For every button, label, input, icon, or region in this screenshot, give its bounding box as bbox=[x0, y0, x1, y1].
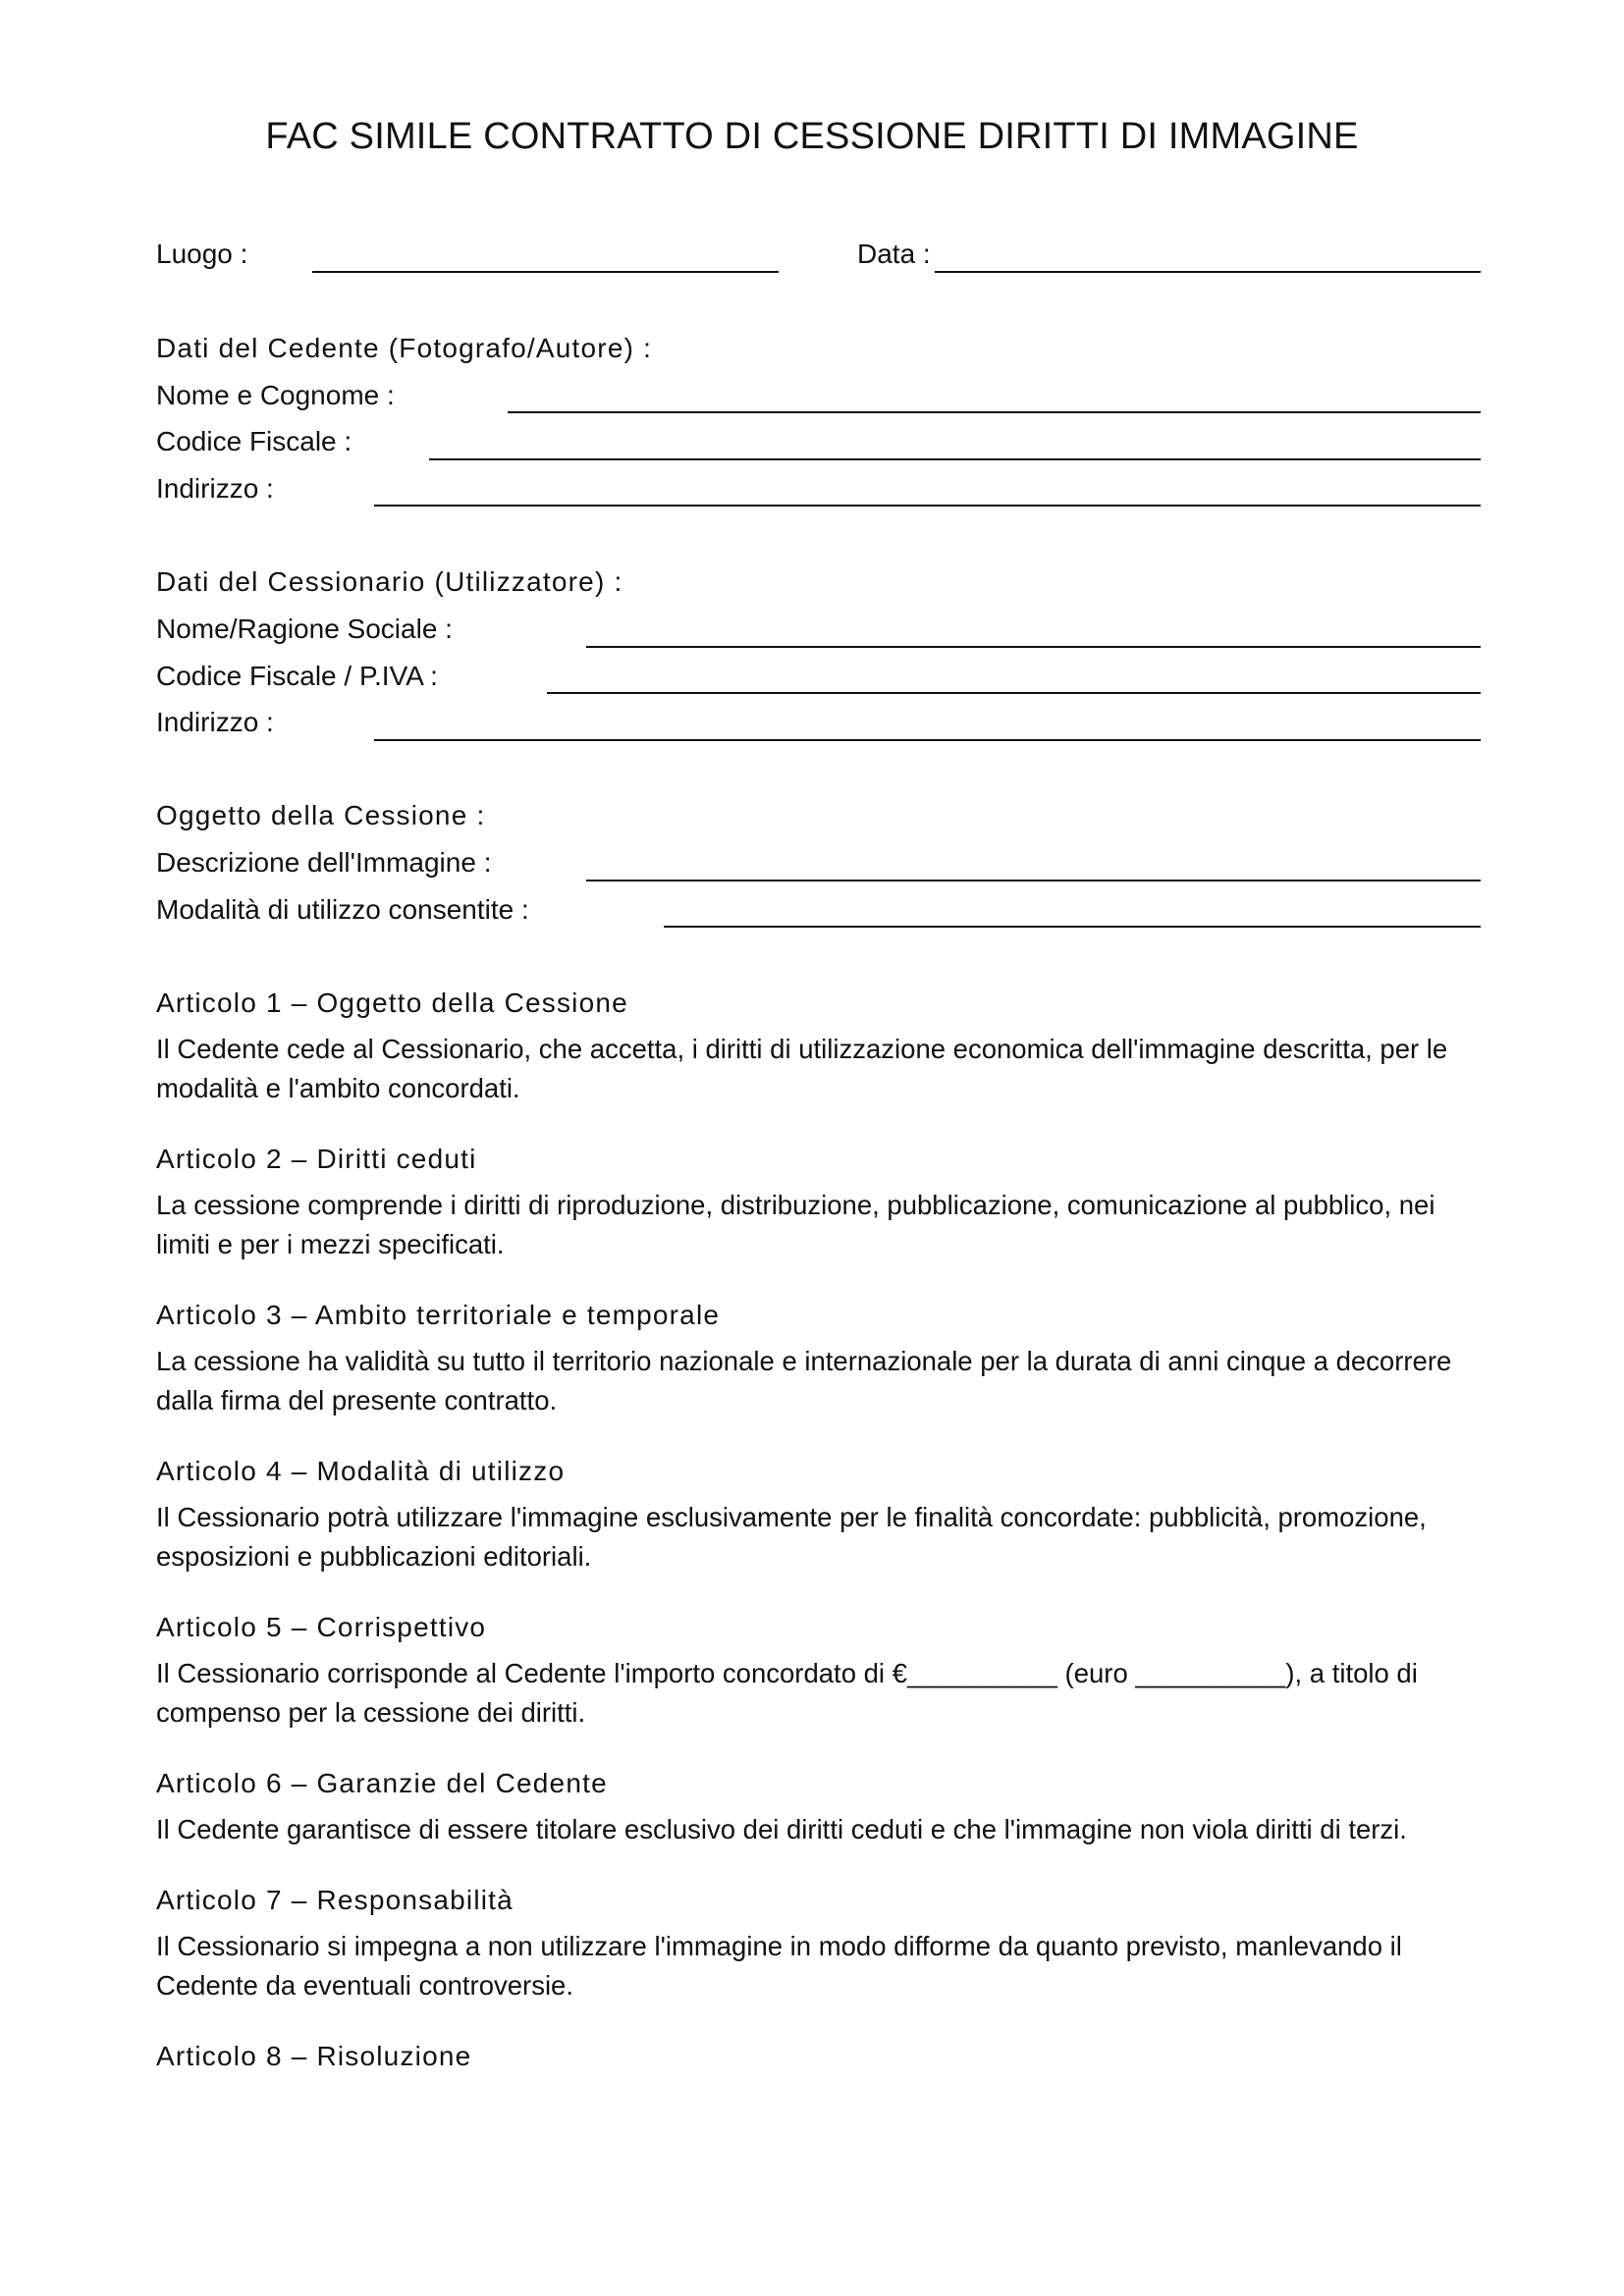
article-7-body bbox=[156, 1927, 1482, 2005]
article-4-body bbox=[156, 1498, 1482, 1576]
article-3-line-1: La cessione ha validità su tutto il territorio nazionale e internazionale per la durata di anni cinque a decorrere bbox=[156, 1346, 1452, 1376]
date-field[interactable] bbox=[935, 271, 1481, 273]
cedente-tax-code-field[interactable] bbox=[429, 458, 1481, 460]
place-field[interactable] bbox=[312, 271, 779, 273]
article-5-line-2: compenso per la cessione dei diritti. bbox=[156, 1697, 586, 1728]
document-title: FAC SIMILE CONTRATTO DI CESSIONE DIRITTI DI IMMAGINE bbox=[265, 116, 1359, 157]
article-4-line-2: esposizioni e pubblicazioni editoriali. bbox=[156, 1541, 592, 1572]
article-2-line-1: La cessione comprende i diritti di riproduzione, distribuzione, pubblicazione, comunicazione al pubblico, nei bbox=[156, 1190, 1435, 1220]
cessionario-address-field[interactable] bbox=[374, 739, 1481, 741]
article-2-body bbox=[156, 1186, 1482, 1264]
cedente-heading: Dati del Cedente (Fotografo/Autore) : bbox=[156, 333, 653, 363]
article-1-line-1: Il Cedente cede al Cessionario, che accetta, i diritti di utilizzazione economica dell'immagine descritta, per le bbox=[156, 1034, 1448, 1064]
oggetto-heading: Oggetto della Cessione : bbox=[156, 800, 486, 830]
article-3-body bbox=[156, 1342, 1482, 1420]
image-description-field[interactable] bbox=[586, 880, 1481, 881]
cessionario-address-label: Indirizzo : bbox=[156, 707, 274, 737]
date-label: Data : bbox=[857, 239, 931, 269]
cedente-tax-code-label: Codice Fiscale : bbox=[156, 426, 352, 456]
article-5-heading: Articolo 5 – Corrispettivo bbox=[156, 1612, 487, 1642]
usage-label: Modalità di utilizzo consentite : bbox=[156, 894, 529, 925]
image-description-label: Descrizione dell'Immagine : bbox=[156, 847, 492, 878]
cessionario-name-label: Nome/Ragione Sociale : bbox=[156, 614, 453, 644]
article-5-line-1: Il Cessionario corrisponde al Cedente l'importo concordato di €__________ (euro __________), a titolo di bbox=[156, 1658, 1418, 1688]
article-1-heading: Articolo 1 – Oggetto della Cessione bbox=[156, 988, 628, 1018]
article-8-heading: Articolo 8 – Risoluzione bbox=[156, 2041, 472, 2071]
article-1-body bbox=[156, 1030, 1482, 1108]
article-3-line-2: dalla firma del presente contratto. bbox=[156, 1385, 558, 1415]
article-4-heading: Articolo 4 – Modalità di utilizzo bbox=[156, 1456, 566, 1486]
place-label: Luogo : bbox=[156, 239, 248, 269]
cessionario-tax-code-label: Codice Fiscale / P.IVA : bbox=[156, 661, 438, 691]
article-7-line-2: Cedente da eventuali controversie. bbox=[156, 1970, 573, 2001]
cedente-address-field[interactable] bbox=[374, 505, 1481, 507]
article-4-line-1: Il Cessionario potrà utilizzare l'immagine esclusivamente per le finalità concordate: pubblicità, promozione, bbox=[156, 1502, 1427, 1532]
cedente-name-label: Nome e Cognome : bbox=[156, 380, 395, 410]
article-7-heading: Articolo 7 – Responsabilità bbox=[156, 1885, 514, 1915]
cessionario-name-field[interactable] bbox=[586, 646, 1481, 648]
article-1-line-2: modalità e l'ambito concordati. bbox=[156, 1073, 520, 1103]
article-2-heading: Articolo 2 – Diritti ceduti bbox=[156, 1144, 477, 1174]
article-2-line-2: limiti e per i mezzi specificati. bbox=[156, 1229, 505, 1259]
article-6-body bbox=[156, 1810, 1482, 1849]
article-3-heading: Articolo 3 – Ambito territoriale e temporale bbox=[156, 1300, 721, 1330]
cessionario-heading: Dati del Cessionario (Utilizzatore) : bbox=[156, 566, 623, 597]
cedente-address-label: Indirizzo : bbox=[156, 473, 274, 504]
usage-field[interactable] bbox=[664, 926, 1481, 928]
cedente-name-field[interactable] bbox=[508, 411, 1481, 413]
article-7-line-1: Il Cessionario si impegna a non utilizzare l'immagine in modo difforme da quanto previsto, manlevando il bbox=[156, 1931, 1402, 1961]
cessionario-tax-code-field[interactable] bbox=[547, 692, 1481, 694]
article-5-body bbox=[156, 1654, 1482, 1733]
article-6-line-1: Il Cedente garantisce di essere titolare esclusivo dei diritti ceduti e che l'immagine non viola diritti di terzi. bbox=[156, 1814, 1407, 1844]
article-6-heading: Articolo 6 – Garanzie del Cedente bbox=[156, 1768, 608, 1798]
